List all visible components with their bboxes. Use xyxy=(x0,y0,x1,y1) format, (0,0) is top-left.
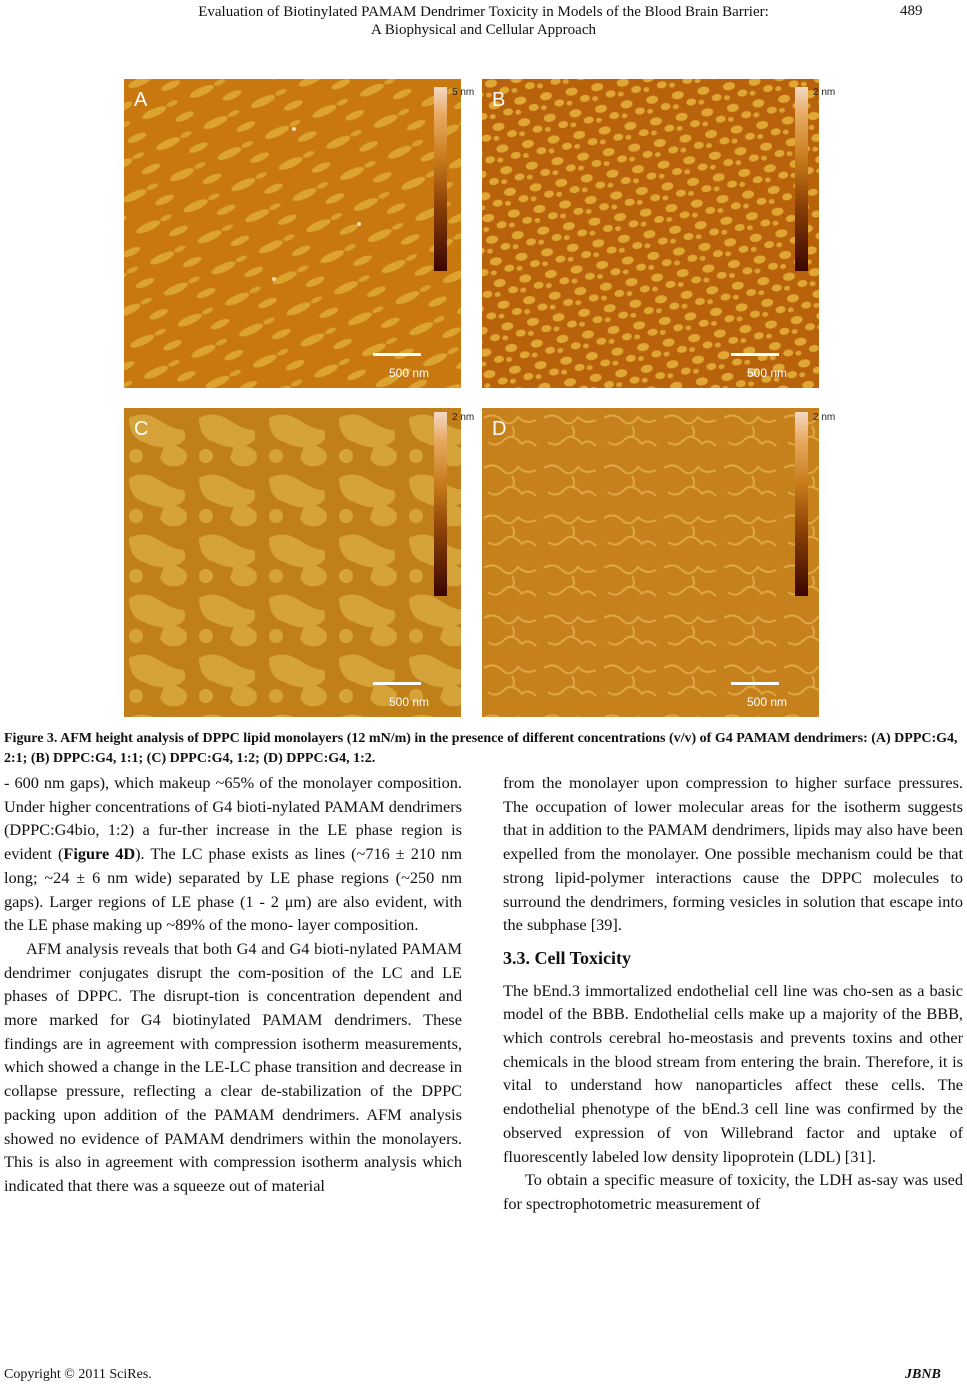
journal-abbrev: JBNB xyxy=(905,1367,941,1382)
running-title xyxy=(80,3,887,39)
afm-panel-b xyxy=(482,79,819,388)
left-column xyxy=(4,771,462,1198)
panel-letter-b: B xyxy=(492,89,506,111)
colorbar-label-c: 2 nm xyxy=(452,412,475,423)
colorbar-a xyxy=(434,87,447,271)
afm-image-d xyxy=(482,408,819,717)
figure-reference: Figure 4D xyxy=(63,844,136,864)
panel-letter-d: D xyxy=(492,418,507,440)
paragraph: To obtain a specific measure of toxicity, the LDH as-say was used for spectrophotometric measurement of xyxy=(503,1170,963,1213)
paragraph: AFM analysis reveals that both G4 and G4 bioti-nylated PAMAM dendrimer conjugates disrupt the com-position of the LC and LE phases of DPPC. The disrupt-tion is concentration dependent and more marked for G4 biotinylated PAMAM dendrimers. These findings are in agreement with compression isotherm measurements, which showed a change in the LE-LC phase transition and decrease in collapse pressure, reflecting a clear de-stabilization of the DPPC packing upon addition of the PAMAM dendrimers. AFM analysis showed no evidence of PAMAM dendrimers within the monolayers. This is also in agreement with compression isotherm analysis which indicated that there was a squeeze out of material xyxy=(4,938,462,1195)
scale-label-a: 500 nm xyxy=(388,366,429,380)
page-number: 489 xyxy=(900,3,923,19)
colorbar-b xyxy=(795,87,808,271)
scale-label-d: 500 nm xyxy=(746,695,787,709)
scale-bar-c xyxy=(373,682,421,685)
afm-image-b xyxy=(482,79,819,388)
section-heading: 3.3. Cell Toxicity xyxy=(503,947,632,968)
afm-panel-d xyxy=(482,408,819,717)
paragraph: from the monolayer upon compression to higher surface pressures. The occupation of lower molecular areas for the isotherm suggests that in addition to the PAMAM dendrimers, lipids may also have been expelled from the monolayer. One possible mechanism could be that strong lipid-polymer interactions cause the DPPC molecules to surround the dendrimers, forming vesicles in solution that escape into the subphase [39]. xyxy=(503,773,963,935)
right-column xyxy=(503,771,963,1216)
figure-caption: Figure 3. AFM height analysis of DPPC lipid monolayers (12 mN/m) in the presence of different concentrations (v/v) of G4 PAMAM dendrimers: (A) DPPC:G4, 2:1; (B) DPPC:G4, 1:1; (C) DPPC:G4, 1:2; (D) DPPC:G4, 1:2. xyxy=(4,731,958,766)
afm-image-a xyxy=(124,79,461,388)
colorbar-label-d: 2 nm xyxy=(813,412,836,423)
colorbar-label-b: 2 nm xyxy=(813,87,836,98)
afm-panel-c xyxy=(124,408,461,717)
scale-bar-a xyxy=(373,353,421,356)
running-title-line-1: Evaluation of Biotinylated PAMAM Dendrimer Toxicity in Models of the Blood Brain Barrier: xyxy=(198,4,769,20)
paragraph: The bEnd.3 immortalized endothelial cell line was cho-sen as a basic model of the BBB. Endothelial cells make up a majority of the BBB, which controls cerebral ho-meostasis and prevents toxins and other chemicals in the blood stream from entering the brain. Therefore, it is vital to understand how nanoparticles affect these cells. The endothelial phenotype of the bEnd.3 cell line was confirmed by the observed expression of von Willebrand factor and uptake of fluorescently labeled low density lipoprotein (LDL) [31]. xyxy=(503,980,963,1166)
colorbar-label-a: 5 nm xyxy=(452,87,475,98)
scale-bar-b xyxy=(731,353,779,356)
colorbar-d xyxy=(795,412,808,596)
scale-label-b: 500 nm xyxy=(746,366,787,380)
paragraph: - 600 nm gaps), which makeup ~65% of the monolayer composition. Under higher concentrations of G4 bioti-nylated PAMAM dendrimers (DPPC:G4bio, 1:2) a fur-ther increase in the LE phase region is evident (Figure 4D). The LC phase exists as lines (~716 ± 210 nm long; ~24 ± 6 nm wide) separated by LE phase regions (~250 nm gaps). Larger regions of LE phase (1 - 2 μm) are also evident, with the LE phase making up ~89% of the mono- layer composition. xyxy=(4,773,462,935)
scale-bar-d xyxy=(731,682,779,685)
afm-image-c xyxy=(124,408,461,717)
copyright: Copyright © 2011 SciRes. xyxy=(4,1367,152,1382)
scale-label-c: 500 nm xyxy=(388,695,429,709)
afm-panel-a xyxy=(124,79,461,388)
running-title-line-2: A Biophysical and Cellular Approach xyxy=(371,22,596,38)
panel-letter-a: A xyxy=(134,89,148,111)
panel-letter-c: C xyxy=(134,418,149,440)
colorbar-c xyxy=(434,412,447,596)
